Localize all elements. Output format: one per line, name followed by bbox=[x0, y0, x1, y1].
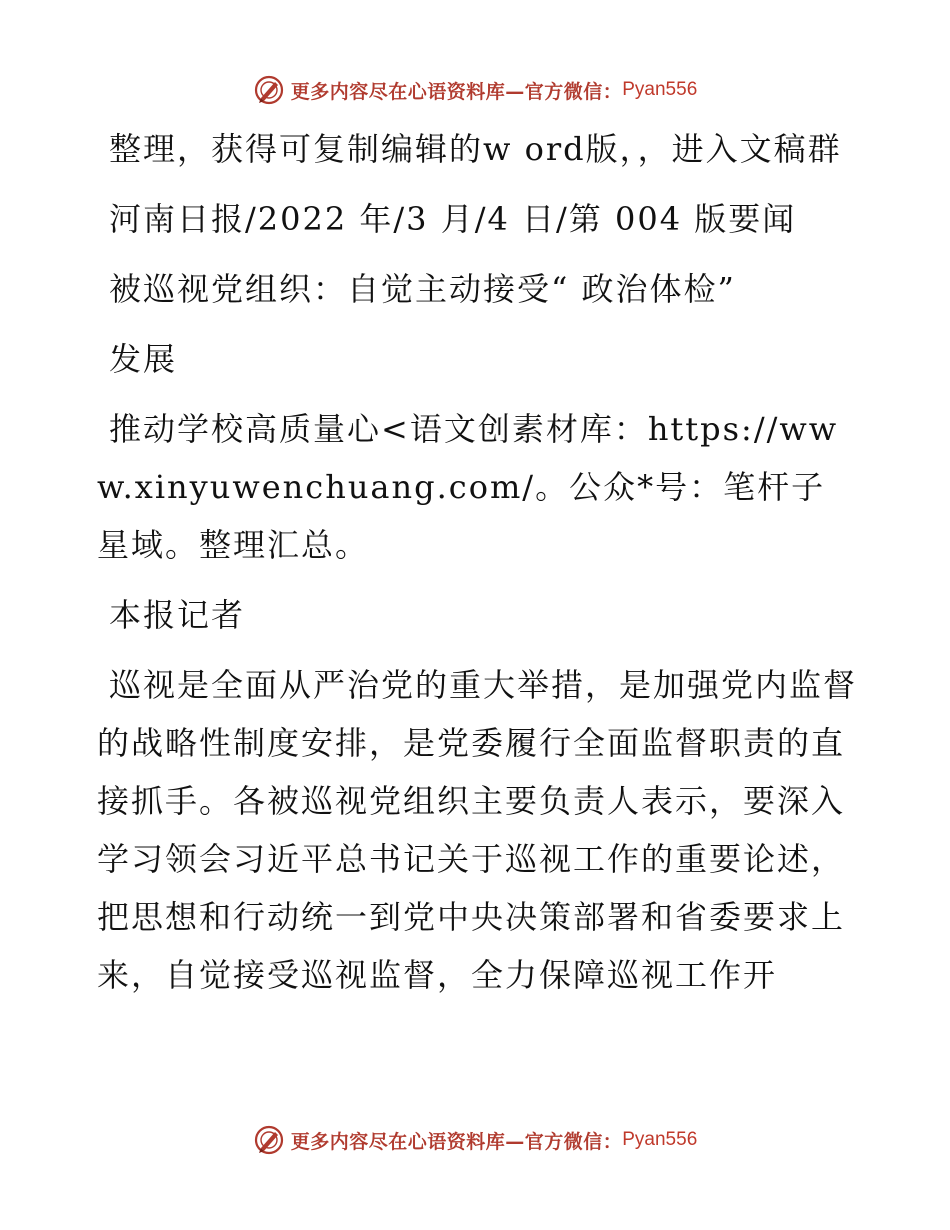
article-title: 被巡视党组织：自觉主动接受“ 政治体检” bbox=[109, 270, 736, 308]
document-body bbox=[97, 120, 857, 1016]
footer-watermark-banner bbox=[0, 1120, 950, 1160]
source-line: 河南日报/2022 年/3 月/4 日/第 004 版要闻 bbox=[109, 200, 797, 238]
pen-logo-icon bbox=[253, 1124, 285, 1156]
header-watermark-banner bbox=[0, 70, 950, 110]
footer-wechat-id: Pyan556 bbox=[622, 1129, 698, 1150]
header-wechat-id: Pyan556 bbox=[622, 79, 698, 100]
resource-note: 推动学校高质量心<语文创素材库：https://www.xinyuwenchuang.com/。公众*号：笔杆子星域。整理汇总。 bbox=[97, 410, 839, 564]
footer-banner-text: 更多内容尽在心语资料库—官方微信： bbox=[290, 1130, 623, 1153]
header-banner-text: 更多内容尽在心语资料库—官方微信： bbox=[290, 80, 623, 103]
byline: 本报记者 bbox=[109, 596, 246, 634]
section-heading: 发展 bbox=[109, 340, 178, 378]
intro-note: 整理，获得可复制编辑的w ord版，，进入文稿群 bbox=[109, 130, 842, 168]
body-paragraph: 巡视是全面从严治党的重大举措，是加强党内监督的战略性制度安排，是党委履行全面监督职责的直接抓手。各被巡视党组织主要负责人表示，要深入学习领会习近平总书记关于巡视工作的重要论述，把思想和行动统一到党中央决策部署和省委要求上来，自觉接受巡视监督，全力保障巡视工作开 bbox=[97, 666, 858, 994]
pen-logo-icon bbox=[253, 74, 285, 106]
